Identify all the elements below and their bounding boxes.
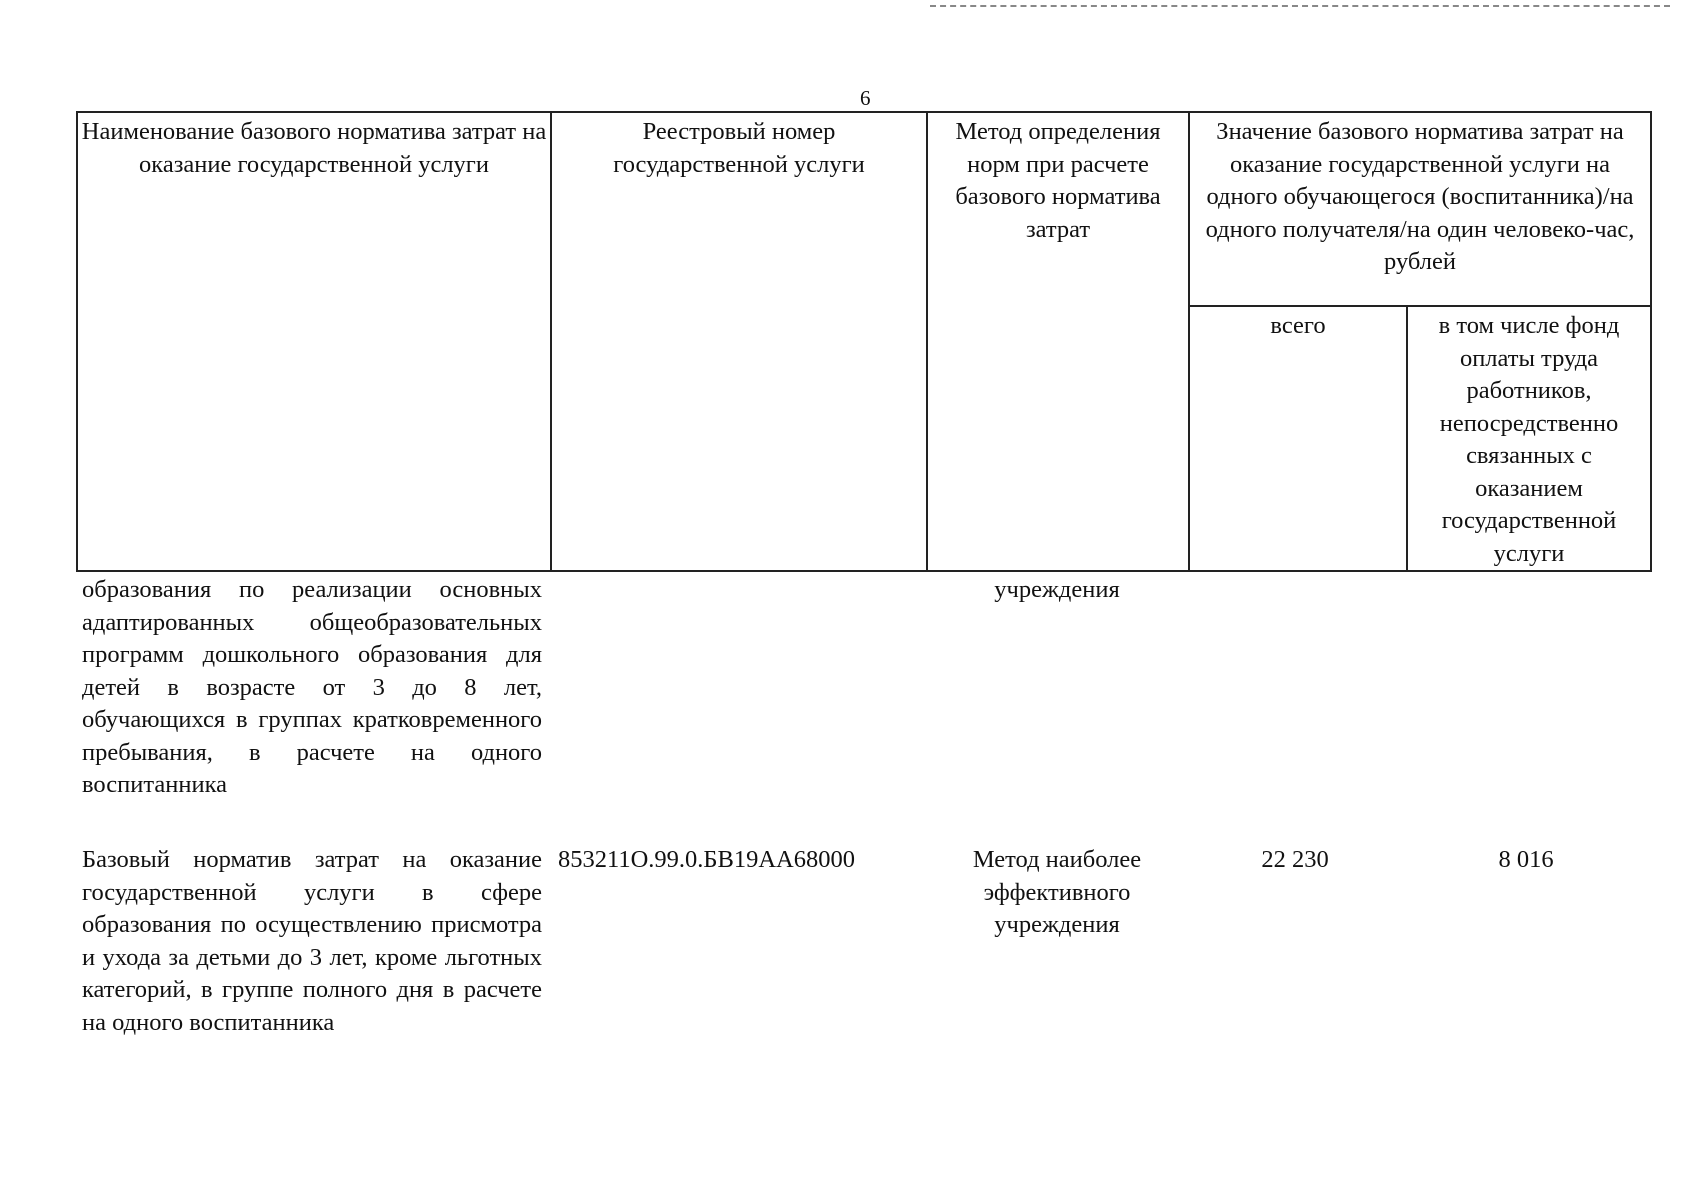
header-wage-fund: в том числе фонд оплаты труда работников, непосредственно связанных с оказанием государственной услуги <box>1407 306 1651 571</box>
header-method: Метод определения норм при расчете базового норматива затрат <box>927 112 1189 571</box>
row-method: Метод наиболее эффективного учреждения <box>972 846 1142 938</box>
header-registry-number: Реестровый номер государственной услуги <box>551 112 927 571</box>
header-total: всего <box>1189 306 1407 571</box>
row-name: Базовый норматив затрат на оказание государственной услуги в сфере образования по осуществлению присмотра и ухода за детьми до 3 лет, кроме льготных категорий, в группе полного дня в расчете на одного воспитанника <box>82 846 542 1036</box>
row-registry-number: 853211О.99.0.БВ19АА68000 <box>558 846 855 873</box>
table-header <box>76 111 1652 572</box>
row-method: учреждения <box>994 576 1120 603</box>
row-name: образования по реализации основных адаптированных общеобразовательных программ дошкольного образования для детей в возрасте от 3 до 8 лет, обучающихся в группах кратковременного пребывания, в расчете на одного воспитанника <box>82 576 542 798</box>
page-number: 6 <box>860 86 871 110</box>
row-total: 22 230 <box>1261 846 1329 873</box>
header-name: Наименование базового норматива затрат на оказание государственной услуги <box>77 112 551 571</box>
scan-dashed-line <box>930 5 1670 7</box>
row-wage-fund: 8 016 <box>1498 846 1554 873</box>
header-value: Значение базового норматива затрат на оказание государственной услуги на одного обучающегося (воспитанника)/на одного получателя/на один человеко-час, рублей <box>1189 112 1651 306</box>
